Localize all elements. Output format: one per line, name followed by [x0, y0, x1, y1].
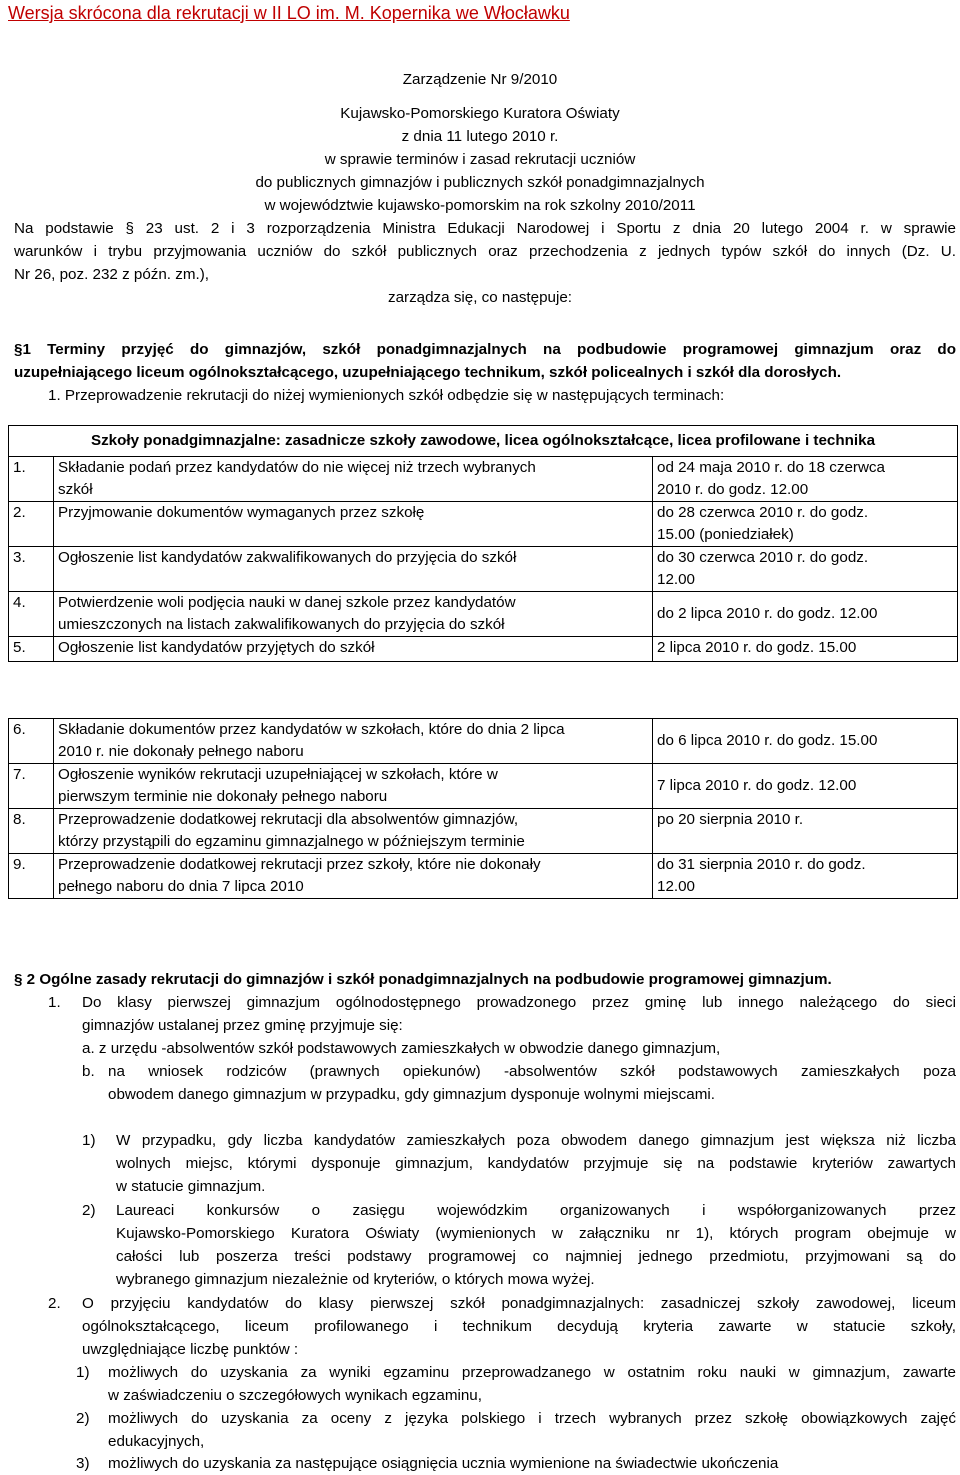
p2-number: 2. — [48, 1295, 61, 1312]
row-deadline-cont: 12.00 — [657, 878, 696, 895]
row-number: 4. — [9, 592, 54, 637]
preamble-line-3: Nr 26, poz. 232 z późn. zm.), — [14, 266, 209, 283]
table-row — [9, 547, 958, 592]
sub2-number: 2) — [82, 1202, 96, 1219]
c3-line-1: możliwych do uzyskania za następujące osiągnięcia ucznia wymienione na świadectwie ukończenia — [108, 1455, 779, 1472]
row-number: 3. — [9, 547, 54, 592]
schedule-table-2 — [8, 718, 958, 899]
decree-number: Zarządzenie Nr 9/2010 — [402, 71, 558, 88]
row-description: Ogłoszenie list kandydatów przyjętych do szkół — [58, 639, 375, 656]
row-deadline: do 31 sierpnia 2010 r. do godz. — [657, 856, 866, 873]
sub1-number: 1) — [82, 1132, 96, 1149]
row-description: Ogłoszenie list kandydatów zakwalifikowanych do przyjęcia do szkół — [58, 549, 517, 566]
table-header: Szkoły ponadgimnazjalne: zasadnicze szkoły zawodowe, licea ogólnokształcące, licea profilowane i technika — [9, 426, 958, 457]
row-number: 1. — [9, 457, 54, 502]
row-description-cont: umieszczonych na listach zakwalifikowanych do przyjęcia do szkół — [58, 616, 505, 633]
subject-line-2: do publicznych gimnazjów i publicznych szkół ponadgimnazjalnych — [255, 174, 705, 191]
subject-line-3: w województwie kujawsko-pomorskim na rok szkolny 2010/2011 — [264, 197, 696, 214]
c1-number: 1) — [76, 1364, 90, 1381]
p1-number: 1. — [48, 994, 61, 1011]
row-deadline: do 2 lipca 2010 r. do godz. 12.00 — [657, 605, 878, 622]
decree-clause: zarządza się, co następuje: — [387, 289, 573, 306]
table-row — [9, 719, 958, 764]
p2-line-2: ogólnokształcącego, liceum profilowanego i technikum decydują kryteria zawarte w statucie szkoły, — [82, 1318, 956, 1335]
row-deadline: do 6 lipca 2010 r. do godz. 15.00 — [657, 732, 878, 749]
row-description: Przeprowadzenie dodatkowej rekrutacji dla absolwentów gimnazjów, — [58, 811, 519, 828]
table-row — [9, 809, 958, 854]
p1-item-a: a. z urzędu -absolwentów szkół podstawowych zamieszkałych w obwodzie danego gimnazjum, — [82, 1040, 721, 1057]
row-deadline: do 28 czerwca 2010 r. do godz. — [657, 504, 869, 521]
sub2-line-2: Kujawsko-Pomorskiego Kuratora Oświaty (wymienionych w załączniku nr 1), których program obejmuje w — [116, 1225, 956, 1242]
c2-line-2: edukacyjnych, — [108, 1433, 205, 1450]
c1-line-2: w zaświadczeniu o szczegółowych wynikach egzaminu, — [108, 1387, 482, 1404]
preamble-line-2: warunków i trybu przyjmowania uczniów do szkół publicznych oraz przechodzenia z jednych typów szkół do innych (Dz. U. — [14, 243, 956, 260]
row-description-cont: pierwszym terminie nie dokonały pełnego naboru — [58, 788, 388, 805]
p1-item-b-line-1: na wniosek rodziców (prawnych opiekunów) -absolwentów szkół podstawowych zamieszkałych poza — [108, 1063, 956, 1080]
row-number: 9. — [9, 854, 54, 899]
section1-heading-line-2: uzupełniającego liceum ogólnokształcącego, uzupełniającego technikum, szkół policealnych i szkół dla dorosłych. — [14, 364, 842, 381]
p2-line-1: O przyjęciu kandydatów do klasy pierwszej szkół ponadgimnazjalnych: zasadniczej szkoły zawodowej, liceum — [82, 1295, 956, 1312]
decree-date: z dnia 11 lutego 2010 r. — [401, 128, 559, 145]
row-description-cont: 2010 r. nie dokonały pełnego naboru — [58, 743, 304, 760]
c2-number: 2) — [76, 1410, 90, 1427]
sub1-line-3: w statucie gimnazjum. — [116, 1178, 266, 1195]
table-row — [9, 457, 958, 502]
sub2-line-4: wybranego gimnazjum niezależnie od kryteriów, o których mowa wyżej. — [116, 1271, 595, 1288]
version-link[interactable]: Wersja skrócona dla rekrutacji w II LO im. M. Kopernika we Włocławku — [8, 3, 570, 23]
row-deadline: 7 lipca 2010 r. do godz. 12.00 — [657, 777, 857, 794]
section1-heading-line-1: §1 Terminy przyjęć do gimnazjów, szkół ponadgimnazjalnych na podbudowie programowej gimnazjum oraz do — [14, 341, 956, 358]
row-number: 7. — [9, 764, 54, 809]
row-description: Składanie dokumentów przez kandydatów w szkołach, które do dnia 2 lipca — [58, 721, 565, 738]
sub1-line-1: W przypadku, gdy liczba kandydatów zamieszkałych poza obwodem danego gimnazjum jest większa niż liczba — [116, 1132, 956, 1149]
row-deadline-cont: 15.00 (poniedziałek) — [657, 526, 794, 543]
row-number: 2. — [9, 502, 54, 547]
p2-line-3: uwzględniające liczbę punktów : — [82, 1341, 299, 1358]
sub1-line-2: wolnych miejsc, którymi dysponuje gimnazjum, kandydatów przyjmuje się na podstawie kryteriów zawartych — [116, 1155, 956, 1172]
table-row — [9, 502, 958, 547]
row-deadline: do 30 czerwca 2010 r. do godz. — [657, 549, 869, 566]
c3-number: 3) — [76, 1455, 90, 1472]
row-description-cont: szkół — [58, 481, 93, 498]
row-deadline: od 24 maja 2010 r. do 18 czerwca — [657, 459, 885, 476]
row-description-cont: którzy przystąpili do egzaminu gimnazjalnego w późniejszym terminie — [58, 833, 525, 850]
row-number: 8. — [9, 809, 54, 854]
row-description: Ogłoszenie wyników rekrutacji uzupełniającej w szkołach, które w — [58, 766, 498, 783]
row-deadline: po 20 sierpnia 2010 r. — [657, 811, 804, 828]
row-deadline-cont: 12.00 — [657, 571, 696, 588]
sub2-line-1: Laureaci konkursów o zasięgu wojewódzkim organizowanych i współorganizowanych przez — [116, 1202, 956, 1219]
section1-point-1: 1. Przeprowadzenie rekrutacji do niżej wymienionych szkół odbędzie się w następujących terminach: — [48, 387, 725, 404]
row-number: 6. — [9, 719, 54, 764]
row-description: Przeprowadzenie dodatkowej rekrutacji przez szkoły, które nie dokonały — [58, 856, 541, 873]
row-number: 5. — [9, 637, 54, 662]
table-header-row — [9, 426, 958, 457]
table-row — [9, 592, 958, 637]
row-deadline: 2 lipca 2010 r. do godz. 15.00 — [657, 639, 857, 656]
section2-heading: § 2 Ogólne zasady rekrutacji do gimnazjów i szkół ponadgimnazjalnych na podbudowie programowej gimnazjum. — [14, 971, 832, 988]
row-description: Przyjmowanie dokumentów wymaganych przez szkołę — [58, 504, 425, 521]
p1-item-b-line-2: obwodem danego gimnazjum w przypadku, gdy gimnazjum dysponuje wolnymi miejscami. — [108, 1086, 715, 1103]
subject-line-1: w sprawie terminów i zasad rekrutacji uczniów — [324, 151, 636, 168]
row-deadline-cont: 2010 r. do godz. 12.00 — [657, 481, 809, 498]
row-description: Potwierdzenie woli podjęcia nauki w danej szkole przez kandydatów — [58, 594, 516, 611]
preamble-line-1: Na podstawie § 23 ust. 2 i 3 rozporządzenia Ministra Edukacji Narodowej i Sportu z dnia 20 lutego 2004 r. w sprawie — [14, 220, 956, 237]
table-row — [9, 764, 958, 809]
table-row — [9, 854, 958, 899]
sub2-line-3: całości lub poszerza treści podstawy programowej co najmniej jednego przedmiotu, przyjmowani są do — [116, 1248, 956, 1265]
c1-line-1: możliwych do uzyskania za wyniki egzaminu przeprowadzanego w ostatnim roku nauki w gimnazjum, zawarte — [108, 1364, 956, 1381]
issuer: Kujawsko-Pomorskiego Kuratora Oświaty — [340, 105, 620, 122]
p1-line-2: gimnazjów ustalanej przez gminę przyjmuje się: — [82, 1017, 403, 1034]
row-description-cont: pełnego naboru do dnia 7 lipca 2010 — [58, 878, 304, 895]
table-row — [9, 637, 958, 662]
c2-line-1: możliwych do uzyskania za oceny z języka polskiego i trzech wybranych przez szkołę obowiązkowych zajęć — [108, 1410, 956, 1427]
p1-line-1: Do klasy pierwszej gimnazjum ogólnodostępnego prowadzonego przez gminę lub innego należącego do sieci — [82, 994, 956, 1011]
schedule-table-1 — [8, 425, 958, 662]
row-description: Składanie podań przez kandydatów do nie więcej niż trzech wybranych — [58, 459, 536, 476]
p1-item-b-label: b. — [82, 1063, 95, 1080]
